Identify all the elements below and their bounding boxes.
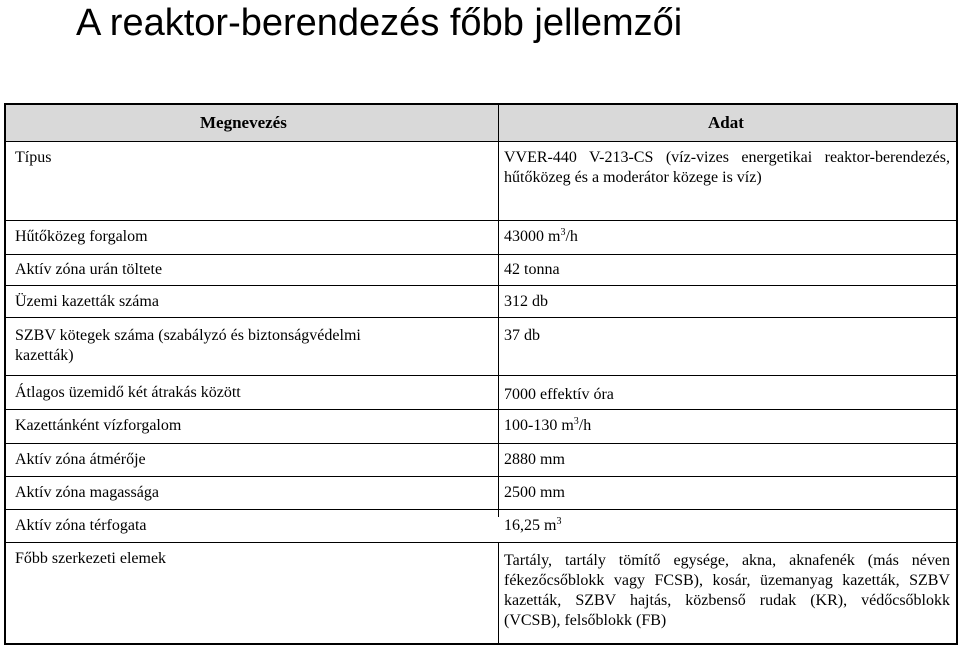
row-divider xyxy=(6,285,956,286)
row-name: Hűtőközeg forgalom xyxy=(15,228,148,245)
row-name: SZBV kötegek száma (szabályzó és biztonságvédelmi kazetták) xyxy=(15,327,361,364)
row-name: Kazettánként vízforgalom xyxy=(15,417,182,434)
row-divider xyxy=(6,542,956,543)
row-value: VVER-440 V-213-CS (víz-vizes energetikai reaktor-berendezés, hűtőközeg és a moderátor közege is víz) xyxy=(504,149,950,186)
header-name: Megnevezés xyxy=(200,113,287,132)
row-divider xyxy=(6,409,956,410)
header-value: Adat xyxy=(708,113,744,132)
row-name: Aktív zóna magassága xyxy=(15,484,159,501)
reactor-properties-table xyxy=(4,103,958,645)
row-value: 16,25 $m^3$ xyxy=(504,516,562,534)
row-value: 43000 $m^3/h$ xyxy=(504,227,578,245)
row-divider xyxy=(6,443,956,444)
row-name: Aktív zóna átmérője xyxy=(15,451,146,468)
row-value: 2880 mm xyxy=(504,451,565,468)
row-value: 7000 effektív óra xyxy=(504,386,614,403)
row-divider xyxy=(6,509,956,510)
row-name: Főbb szerkezeti elemek xyxy=(15,550,167,567)
row-value: 37 db xyxy=(504,327,540,344)
row-value: 312 db xyxy=(504,293,548,310)
page-title: A reaktor-berendezés főbb jellemzői xyxy=(76,2,683,44)
row-name: Típus xyxy=(15,149,52,166)
row-divider xyxy=(6,317,956,318)
column-divider-lower xyxy=(498,543,499,643)
column-divider xyxy=(498,105,499,517)
row-value: Tartály, tartály tömítő egysége, akna, aknafenék (más néven fékezőcsőblokk vagy FCSB), kosár, üzemanyag kazetták, SZBV kazetták, SZBV hajtás, közbenső rudak (KR), védőcsőblokk (VCSB), felsőblokk (FB) xyxy=(504,552,950,629)
row-divider xyxy=(6,476,956,477)
row-name: Aktív zóna térfogata xyxy=(15,517,147,534)
row-divider xyxy=(6,220,956,221)
row-value: 100-130 $m^3/h$ xyxy=(504,416,592,434)
row-value: 42 tonna xyxy=(504,261,560,278)
row-divider xyxy=(6,375,956,376)
row-name: Átlagos üzemidő két átrakás között xyxy=(15,384,241,401)
row-name: Aktív zóna urán töltete xyxy=(15,261,163,278)
table-header xyxy=(6,105,956,142)
row-value: 2500 mm xyxy=(504,484,565,501)
row-divider xyxy=(6,254,956,255)
row-name: Üzemi kazetták száma xyxy=(15,293,159,310)
